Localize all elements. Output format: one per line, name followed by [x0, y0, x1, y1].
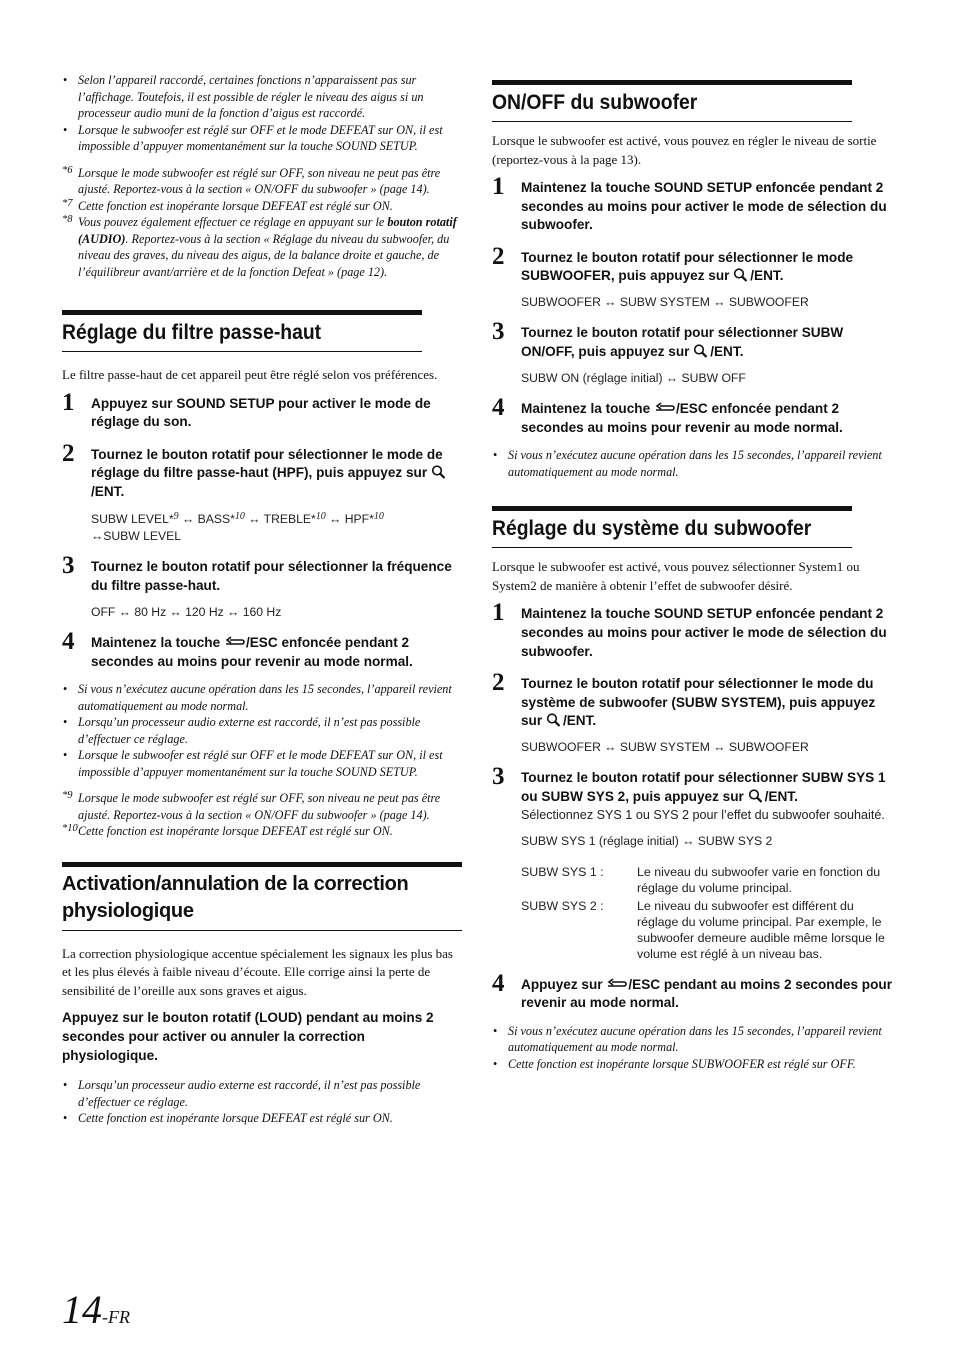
step-text: Appuyez sur — [521, 976, 607, 992]
page-suffix: -FR — [102, 1307, 130, 1327]
footnote-mark: *9 — [62, 790, 73, 802]
step-number: 2 — [492, 669, 505, 697]
step-text: . — [592, 713, 597, 729]
step-number: 1 — [492, 173, 505, 200]
search-icon — [431, 465, 448, 479]
seq-item: BASS* — [197, 512, 235, 527]
key-name: /ENT — [562, 713, 593, 729]
step-text: Tournez le — [91, 446, 162, 462]
key-name: /ENT — [91, 483, 121, 499]
step-number: 4 — [492, 394, 505, 422]
definition-term: SUBW SYS 2 : — [521, 898, 604, 913]
loud-section-heading — [62, 862, 462, 931]
footnote-text: Lorsque le mode subwoofer est réglé sur OFF, son niveau ne peut pas être ajusté. Reportez-vous à la section « ON/OFF du subwoofer » (page 14). — [78, 791, 441, 822]
footnote-mark: *8 — [62, 214, 73, 225]
system-step-2 — [492, 669, 892, 755]
step-text: Maintenez la touche — [521, 606, 654, 622]
note-item: • Lorsque le subwoofer est réglé sur OFF et le mode DEFEAT sur ON, il est impossible d’appuyer momentanément sur la touche SOUND SETUP. — [62, 747, 462, 780]
page-footer — [62, 1286, 130, 1334]
note-item: • Cette fonction est inopérante lorsque DEFEAT est réglé sur ON. — [62, 1110, 462, 1127]
note-item: • Si vous n’exécutez aucune opération dans les 15 secondes, l’appareil revient automatiquement au mode normal. — [492, 1023, 892, 1056]
step-text: Tournez le — [521, 325, 592, 341]
seq-sup: 10 — [234, 511, 245, 523]
right-column — [492, 80, 892, 1072]
step-text: ) pendant au moins 2 secondes pour activer ou annuler la correction physiologique. — [62, 1010, 434, 1063]
step-text: pendant au moins 2 secondes pour revenir au mode normal. — [521, 976, 892, 1011]
key-name: bouton rotatif — [161, 446, 251, 462]
loud-intro: La correction physiologique accentue spécialement les signaux les plus bas et les plus élevés à faible niveau d’écoute. Elle corrige ainsi la perte de sensibilité de l’oreille aux sons graves et aigus. — [62, 945, 453, 998]
hpf-intro: Le filtre passe-haut de cet appareil peut être réglé selon vos préférences. — [62, 367, 438, 382]
section-title: ON/OFF du subwoofer — [492, 80, 852, 122]
onoff-section-heading — [492, 80, 892, 122]
note-item: • Si vous n’exécutez aucune opération dans les 15 secondes, l’appareil revient automatiquement au mode normal. — [492, 447, 892, 480]
key-name: SOUND SETUP — [653, 180, 752, 195]
onoff-step-4 — [492, 394, 892, 437]
step-text: enfoncée pendant 2 secondes au moins pour activer le mode de sélection du subwoofer. — [521, 180, 887, 233]
key-name: /ESC — [628, 976, 661, 992]
note-item: • Cette fonction est inopérante lorsque SUBWOOFER est réglé sur OFF. — [492, 1056, 892, 1073]
loud-notes — [62, 1077, 462, 1127]
seq-sup: 9 — [173, 511, 179, 523]
system-sequence-2: SUBWOOFER ↔ SUBW SYSTEM ↔ SUBWOOFER — [521, 739, 809, 754]
step-number: 4 — [62, 628, 75, 656]
top-footnotes — [62, 165, 462, 281]
hpf-section-heading — [62, 310, 462, 352]
onoff-sequence-2: SUBWOOFER ↔ SUBW SYSTEM ↔ SUBWOOFER — [521, 294, 809, 309]
back-arrow-icon — [224, 635, 246, 647]
step-text: pour sélectionner SUBW SYS 1 ou SUBW SYS 2, puis appuyez sur — [521, 770, 886, 804]
step-text: Tournez le — [521, 676, 592, 692]
hpf-sequence-2: SUBW LEVEL*$^9$ ↔ BASS*$^{10}$ ↔ TREBLE*$^{10}$ ↔ HPF*$^{10}$ ↔SUBW LEVEL — [91, 511, 384, 543]
step-text: Maintenez la touche — [521, 180, 654, 195]
step-text: pour sélectionner SUBW ON/OFF, puis appuyez sur — [521, 325, 844, 360]
footnote-mark: *7 — [62, 197, 73, 209]
footnote-item — [62, 165, 462, 198]
system-step-1 — [492, 599, 892, 661]
key-name: bouton rotatif — [591, 770, 681, 786]
section-title: Activation/annulation de la correction physiologique — [62, 862, 462, 931]
onoff-step-2 — [492, 242, 892, 311]
step-text: pour sélectionner le mode SUBWOOFER, puis appuyez sur — [521, 249, 854, 284]
step-number: 3 — [492, 763, 505, 791]
system-definitions — [521, 864, 892, 962]
step-text: . — [779, 268, 784, 284]
system-step-3 — [492, 763, 892, 961]
back-arrow-icon — [654, 401, 676, 413]
seq-item: SUBW LEVEL — [103, 528, 182, 543]
definition-row — [521, 898, 892, 962]
footnote-item — [62, 198, 462, 215]
hpf-notes — [62, 681, 462, 780]
key-name: SOUND SETUP — [653, 606, 752, 622]
search-icon — [546, 713, 563, 727]
footnote-text: Vous pouvez également effectuer ce réglage en appuyant sur le — [78, 215, 388, 229]
note-item: • Selon l’appareil raccordé, certaines fonctions n’apparaissent pas sur l’affichage. Toutefois, il est possible de régler le niveau des aigus si un processeur audio muni de la fonction d’aigus est raccordé. — [62, 72, 462, 122]
key-name: /ESC — [245, 635, 278, 651]
step-text: . — [739, 344, 744, 360]
note-item: • Lorsqu’un processeur audio externe est raccordé, il n’est pas possible d’effectuer ce réglage. — [62, 714, 462, 747]
footnote-item — [62, 214, 462, 280]
step-text: Tournez le — [521, 770, 592, 786]
step-number: 2 — [62, 439, 75, 467]
key-name: LOUD — [259, 1010, 298, 1026]
footnote-item — [62, 823, 462, 840]
system-sequence-3: SUBW SYS 1 (réglage initial) ↔ SUBW SYS 2 — [521, 834, 773, 849]
hpf-step-2 — [62, 439, 462, 545]
key-name: bouton rotatif — [162, 1010, 251, 1026]
key-name: /ENT — [710, 344, 740, 360]
hpf-step-4 — [62, 628, 462, 671]
system-section-heading — [492, 506, 892, 548]
seq-item: TREBLE* — [263, 512, 316, 527]
hpf-footnotes — [62, 790, 462, 840]
system-step-3-detail: Sélectionnez SYS 1 ou SYS 2 pour l’effet du subwoofer souhaité. — [521, 807, 885, 822]
onoff-sequence-3: SUBW ON (réglage initial) ↔ SUBW OFF — [521, 370, 746, 385]
section-title: Réglage du système du subwoofer — [492, 506, 852, 548]
step-number: 2 — [492, 242, 505, 270]
footnote-text: . Reportez-vous à la section « Réglage du niveau du subwoofer, du niveau des graves, du niveau des aigus, de la balance droite et gauche, de l’équilibreur avant/arrière et de la fonction Defeat » (page 12). — [78, 231, 450, 279]
search-icon — [693, 344, 710, 358]
step-text: enfoncée pendant 2 secondes au moins pour activer le mode de sélection du subwoofer. — [521, 606, 887, 659]
key-name: /ENT — [764, 789, 795, 804]
step-text: Tournez le — [91, 559, 162, 575]
note-item: • Si vous n’exécutez aucune opération dans les 15 secondes, l’appareil revient automatiquement au mode normal. — [62, 681, 462, 714]
step-text: . — [120, 483, 125, 499]
back-arrow-icon — [606, 977, 628, 989]
step-text: ( — [250, 1010, 260, 1026]
onoff-notes — [492, 447, 892, 480]
note-item: • Lorsqu’un processeur audio externe est raccordé, il n’est pas possible d’effectuer ce réglage. — [62, 1077, 462, 1110]
footnote-item — [62, 790, 462, 823]
step-text: pour sélectionner le mode du système de subwoofer (SUBW SYSTEM), puis appuyez sur — [521, 676, 876, 729]
footnote-text: Cette fonction est inopérante lorsque DEFEAT est réglé sur ON. — [78, 824, 393, 839]
step-text: enfoncée pendant 2 secondes au moins pour revenir au mode normal. — [521, 401, 843, 435]
definition-desc: Le niveau du subwoofer est différent du réglage du volume principal. Par exemple, le subwoofer demeure audible même lorsque le volume est réglé à un niveau bas. — [637, 898, 885, 961]
onoff-step-1 — [492, 173, 892, 235]
key-name: bouton rotatif — [591, 676, 681, 692]
step-text: pour activer le mode de réglage du son. — [91, 395, 431, 430]
system-step-4 — [492, 969, 892, 1013]
step-number: 3 — [62, 552, 75, 580]
seq-item: HPF* — [344, 512, 374, 527]
key-name: bouton rotatif — [591, 249, 681, 265]
step-text: enfoncée pendant 2 secondes au moins pour revenir au mode normal. — [91, 635, 413, 669]
step-text: pour sélectionner le mode de réglage du filtre passe-haut (HPF), puis appuyez sur — [91, 446, 443, 481]
step-text: . — [794, 789, 798, 804]
step-text: pour sélectionner la fréquence du filtre passe-haut. — [91, 559, 452, 594]
key-name: bouton rotatif — [591, 325, 681, 341]
step-text: Maintenez la touche — [91, 635, 224, 651]
step-number: 1 — [62, 388, 75, 416]
seq-item: SUBW LEVEL* — [91, 512, 174, 527]
hpf-sequence-3: OFF ↔ 80 Hz ↔ 120 Hz ↔ 160 Hz — [91, 604, 282, 619]
system-intro: Lorsque le subwoofer est activé, vous pouvez sélectionner System1 ou System2 de manière à obtenir l’effet de subwoofer désiré. — [492, 559, 860, 593]
definition-desc: Le niveau du subwoofer varie en fonction du réglage du volume principal. — [637, 864, 881, 895]
left-column — [62, 72, 462, 1127]
footnote-mark: *10 — [62, 823, 78, 835]
seq-sup: 10 — [373, 511, 384, 523]
system-notes — [492, 1023, 892, 1073]
loud-instruction — [62, 1009, 462, 1065]
definition-term: SUBW SYS 1 : — [521, 864, 604, 879]
search-icon — [733, 268, 750, 282]
step-number: 4 — [492, 969, 505, 997]
seq-sup: 10 — [315, 511, 326, 523]
step-number: 1 — [492, 599, 505, 627]
note-item: • Lorsque le subwoofer est réglé sur OFF et le mode DEFEAT sur ON, il est impossible d’appuyer momentanément sur la touche SOUND SETUP. — [62, 122, 462, 155]
key-name: bouton rotatif — [161, 559, 251, 575]
section-title: Réglage du filtre passe-haut — [62, 310, 422, 352]
step-number: 3 — [492, 318, 505, 346]
top-notes — [62, 72, 462, 155]
step-text: Maintenez la touche — [521, 401, 654, 417]
page-number: 14 — [62, 1287, 102, 1332]
step-text: Tournez le — [521, 249, 592, 265]
onoff-step-3 — [492, 318, 892, 386]
hpf-step-1 — [62, 388, 462, 432]
hpf-step-3 — [62, 552, 462, 620]
footnote-text: Lorsque le mode subwoofer est réglé sur OFF, son niveau ne peut pas être ajusté. Reportez-vous à la section « ON/OFF du subwoofer » (page 14). — [78, 165, 441, 196]
definition-row — [521, 864, 892, 896]
footnote-text: Cette fonction est inopérante lorsque DEFEAT est réglé sur ON. — [78, 198, 393, 213]
footnote-bold: bouton rotatif (AUDIO) — [78, 215, 457, 246]
step-text: Appuyez sur — [91, 395, 177, 411]
step-text: Appuyez sur le — [62, 1010, 163, 1026]
footnote-mark: *6 — [62, 164, 73, 176]
key-name: /ENT — [750, 268, 780, 284]
onoff-intro: Lorsque le subwoofer est activé, vous pouvez en régler le niveau de sortie (reportez-vous à la page 13). — [492, 133, 877, 167]
search-icon — [748, 789, 765, 803]
key-name: /ESC — [675, 401, 708, 417]
key-name: SOUND SETUP — [176, 395, 275, 411]
